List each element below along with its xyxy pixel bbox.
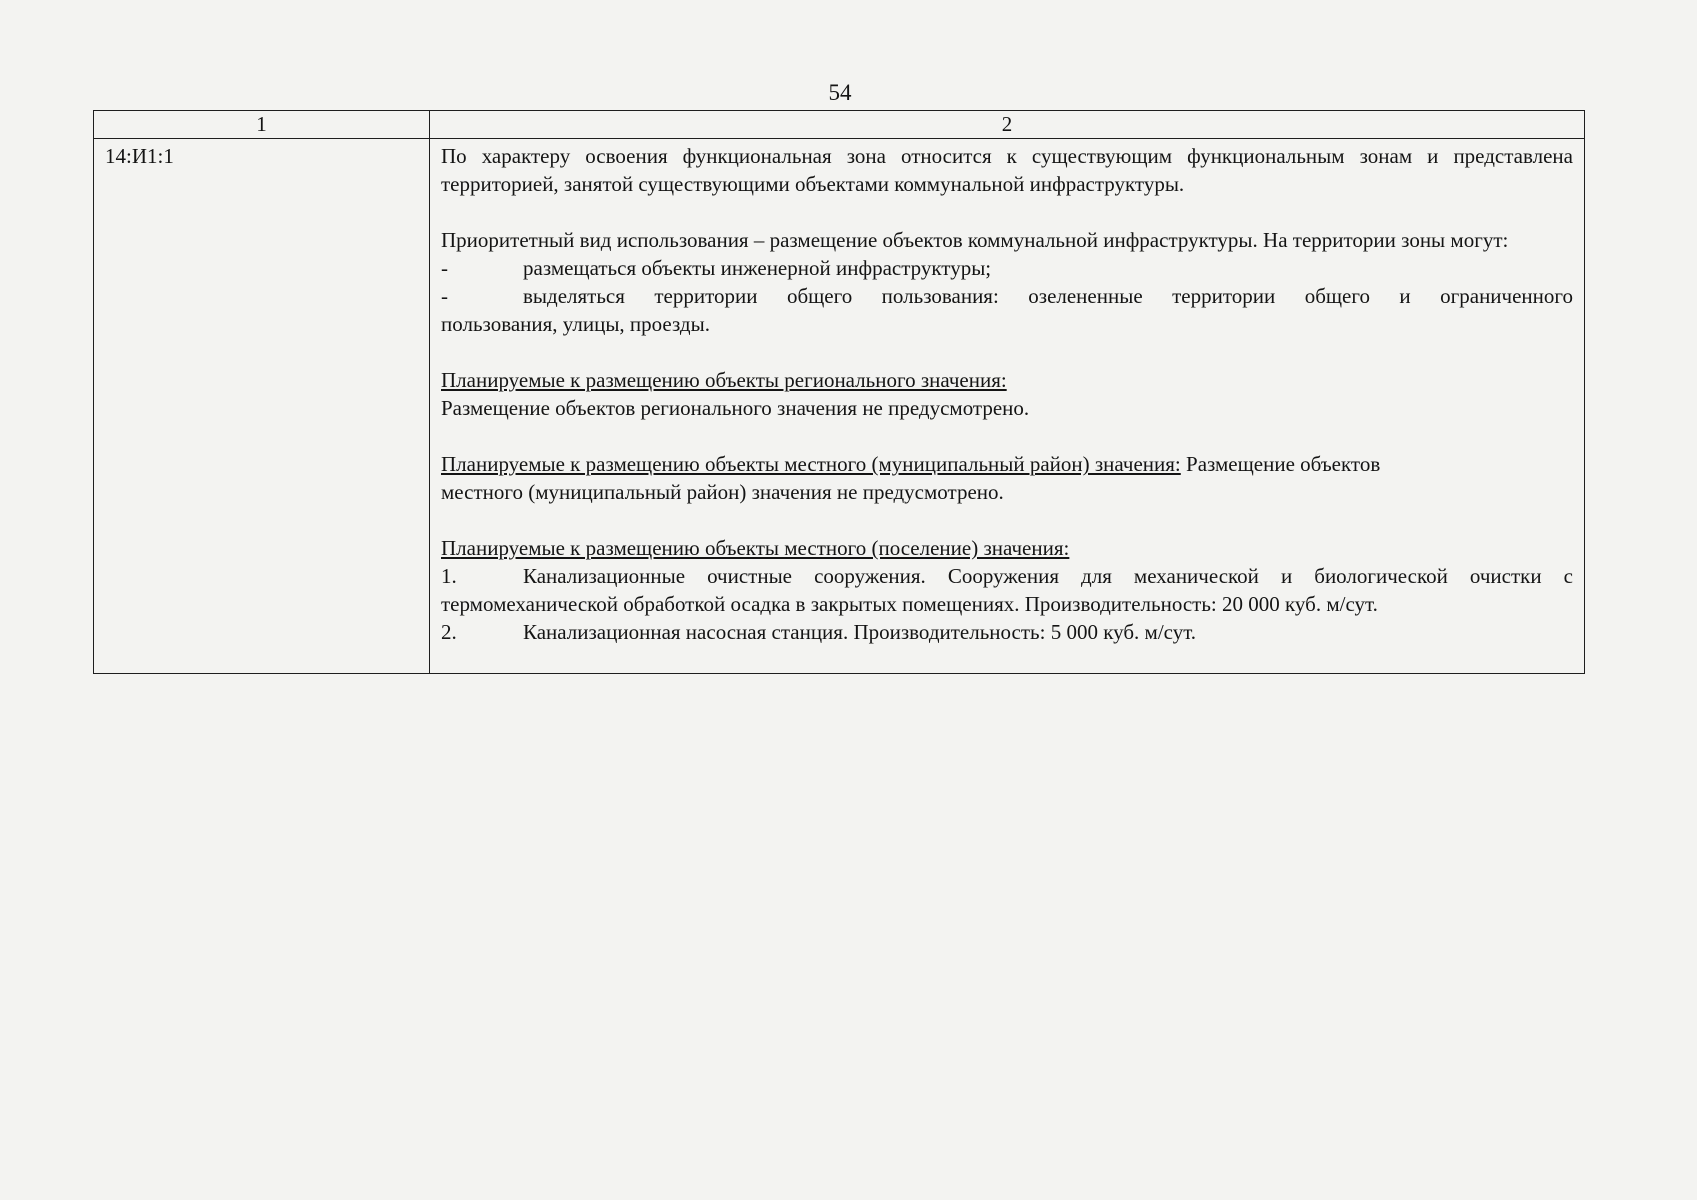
list-item [441, 562, 1573, 590]
municipal-text: Размещение объектов [1180, 452, 1381, 476]
bullet-text: выделяться территории общего пользования: озелененные территории общего и ограниченного [523, 284, 1573, 308]
table-header-row [94, 111, 1585, 139]
item-number: 2. [441, 620, 457, 644]
zone-description-cell [430, 139, 1585, 674]
regional-heading: Планируемые к размещению объекты регионального значения: [441, 368, 1007, 392]
header-col-2: 2 [430, 111, 1585, 139]
item-text: Канализационная насосная станция. Производительность: 5 000 куб. м/сут. [523, 620, 1197, 644]
item-number: 1. [441, 564, 457, 588]
zone-code-cell [94, 139, 430, 674]
bullet-continuation: пользования, улицы, проезды. [441, 312, 710, 336]
bullet-text: размещаться объекты инженерной инфраструктуры; [523, 256, 992, 280]
list-item [441, 254, 1573, 282]
bullet-marker: - [441, 284, 448, 308]
regional-text: Размещение объектов регионального значения не предусмотрено. [441, 396, 1030, 420]
list-item [441, 282, 1573, 310]
settlement-heading: Планируемые к размещению объекты местного (поселение) значения: [441, 536, 1070, 560]
list-item [441, 618, 1573, 644]
bullet-marker: - [441, 256, 448, 280]
zone-table [93, 110, 1585, 674]
priority-paragraph: Приоритетный вид использования – размещение объектов коммунальной инфраструктуры. На территории зоны могут: [441, 228, 1509, 252]
municipal-paragraph [441, 450, 1573, 478]
item-text: Канализационные очистные сооружения. Сооружения для механической и биологической очистки с [523, 564, 1573, 588]
intro-paragraph: По характеру освоения функциональная зона относится к существующим функциональным зонам и представлена территорией, занятой существующими объектами коммунальной инфраструктуры. [441, 144, 1573, 196]
municipal-heading: Планируемые к размещению объекты местного (муниципальный район) значения: [441, 452, 1181, 476]
page-number: 54 [828, 80, 852, 105]
item-continuation: термомеханической обработкой осадка в закрытых помещениях. Производительность: 20 000 куб. м/сут. [441, 592, 1378, 616]
table-row [94, 139, 1585, 674]
municipal-text-continuation: местного (муниципальный район) значения не предусмотрено. [441, 480, 1004, 504]
header-col-1: 1 [94, 111, 430, 139]
zone-code: 14:И1:1 [105, 144, 174, 168]
